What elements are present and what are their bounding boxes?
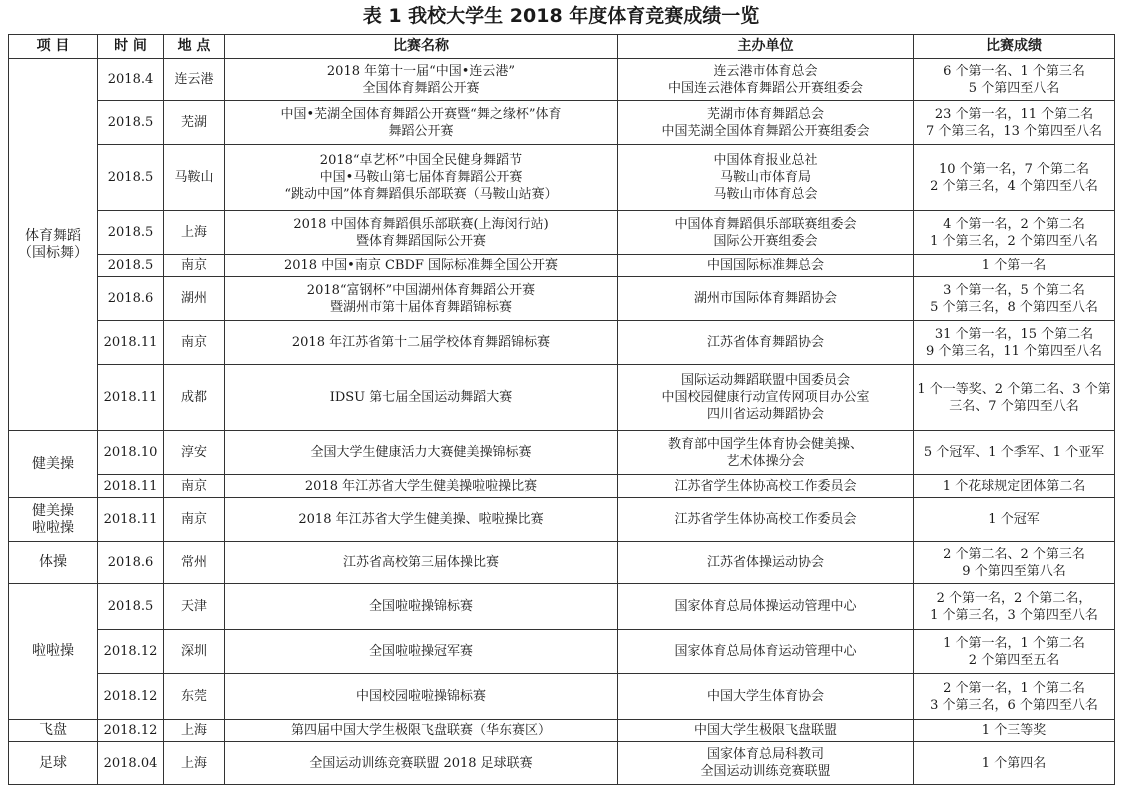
cell-line: 2018.11 <box>103 478 158 494</box>
cell-result <box>914 101 1115 145</box>
cell-line: 健美操 <box>32 502 74 519</box>
table-row <box>9 475 1115 498</box>
cell-line: 艺术体操分会 <box>726 453 805 469</box>
table-row <box>9 498 1115 542</box>
cell-line: 连云港 <box>174 72 214 87</box>
cell-competition-name <box>225 59 618 101</box>
cell-result <box>914 584 1115 630</box>
cell-line: 9 个第四至第八名 <box>962 563 1066 579</box>
cell-line: 全国啦啦操锦标赛 <box>368 599 473 614</box>
cell-line: 体育舞蹈 <box>25 227 81 244</box>
cell-line: 上海 <box>180 225 207 240</box>
cell-organizer <box>618 674 914 720</box>
cell-line: 国际运动舞蹈联盟中国委员会 <box>680 373 850 388</box>
cell-place <box>164 584 225 630</box>
cell-line: 中国体育报业总社 <box>713 153 818 168</box>
table-row <box>9 59 1115 101</box>
cell-line: 全国体育舞蹈公开赛 <box>362 80 480 96</box>
cell-organizer <box>618 277 914 321</box>
cell-result <box>914 365 1115 431</box>
cell-competition-name <box>225 475 618 498</box>
cell-line: 2018.11 <box>103 390 158 405</box>
cell-line: 2018.6 <box>107 555 154 570</box>
cell-line: 啦啦操 <box>32 519 74 536</box>
cell-line: 暨湖州市第十届体育舞蹈锦标赛 <box>329 299 512 315</box>
header-project: 项 目 <box>9 35 98 59</box>
cell-line: 中国•芜湖全国体育舞蹈公开赛暨“舞之缘杯”体育 <box>280 106 562 122</box>
table-row <box>9 101 1115 145</box>
cell-line: 2018.04 <box>103 755 158 771</box>
cell-line: 1 个第一名，1 个第二名 <box>943 635 1085 651</box>
cell-line: 江苏省高校第三届体操比赛 <box>342 555 499 570</box>
cell-line: 1 个三等奖 <box>981 723 1047 738</box>
cell-line: 南京 <box>180 335 207 350</box>
cell-place <box>164 321 225 365</box>
cell-line: 2018 年江苏省大学生健美操、啦啦操比赛 <box>298 512 544 527</box>
cell-organizer <box>618 630 914 674</box>
cell-place <box>164 277 225 321</box>
cell-date <box>98 584 164 630</box>
cell-line: 国家体育总局体育运动管理中心 <box>674 644 857 659</box>
cell-line: 4 个第一名，2 个第二名 <box>943 216 1085 232</box>
cell-date <box>98 211 164 255</box>
cell-line: 2018 中国体育舞蹈俱乐部联赛(上海闵行站) <box>293 216 549 232</box>
cell-organizer <box>618 498 914 542</box>
cell-result <box>914 277 1115 321</box>
cell-line: 2018.5 <box>107 225 154 240</box>
cell-result <box>914 255 1115 277</box>
cell-line: 足球 <box>39 754 67 771</box>
cell-place <box>164 674 225 720</box>
cell-line: 2018.12 <box>103 723 158 738</box>
header-row <box>9 35 1115 59</box>
cell-place <box>164 720 225 742</box>
cell-line: 2018.11 <box>103 512 158 527</box>
cell-place <box>164 475 225 498</box>
cell-date <box>98 101 164 145</box>
cell-line: 2018 中国•南京 CBDF 国际标准舞全国公开赛 <box>283 258 559 273</box>
results-table <box>8 34 1115 785</box>
cell-date <box>98 720 164 742</box>
cell-line: 中国体育舞蹈俱乐部联赛组委会 <box>674 216 857 232</box>
cell-line: 2018.5 <box>107 599 154 614</box>
cell-line: 马鞍山市体育局 <box>719 170 811 185</box>
cell-line: 5 个第四至八名 <box>968 80 1060 96</box>
cell-date <box>98 742 164 785</box>
cell-competition-name <box>225 742 618 785</box>
cell-line: 中国芜湖全国体育舞蹈公开赛组委会 <box>661 123 870 139</box>
cell-line: 1 个第三名，2 个第四至八名 <box>930 233 1098 249</box>
cell-place <box>164 498 225 542</box>
cell-line: 中国国际标准舞总会 <box>706 258 824 273</box>
cell-organizer <box>618 475 914 498</box>
cell-organizer <box>618 321 914 365</box>
cell-result <box>914 321 1115 365</box>
cell-line: 全国运动训练竞赛联盟 2018 足球联赛 <box>309 755 533 771</box>
cell-place <box>164 255 225 277</box>
cell-line: 中国•马鞍山第七届体育舞蹈公开赛 <box>319 170 523 185</box>
table-row <box>9 321 1115 365</box>
cell-line: 国家体育总局体操运动管理中心 <box>674 599 857 614</box>
cell-result <box>914 145 1115 211</box>
cell-line: 2 个第一名，2 个第二名， <box>936 590 1092 606</box>
cell-line: 10 个第一名，7 个第二名 <box>938 161 1090 177</box>
cell-line: 江苏省体操运动协会 <box>706 555 824 570</box>
cell-line: 3 个第一名，5 个第二名 <box>943 282 1085 298</box>
cell-place <box>164 101 225 145</box>
cell-line: 1 个花球规定团体第二名 <box>942 478 1086 494</box>
header-competition-name: 比赛名称 <box>225 35 618 59</box>
cell-line: 健美操 <box>32 455 74 472</box>
table-row <box>9 630 1115 674</box>
cell-line: 1 个冠军 <box>988 512 1040 527</box>
cell-line: 江苏省体育舞蹈协会 <box>706 335 824 350</box>
cell-line: 芜湖 <box>180 115 207 130</box>
cell-line: 全国大学生健康活力大赛健美操锦标赛 <box>310 445 532 460</box>
cell-line: 全国啦啦操冠军赛 <box>368 644 473 659</box>
table-row <box>9 211 1115 255</box>
cell-line: 飞盘 <box>39 722 67 738</box>
cell-line: 2018.12 <box>103 689 158 704</box>
table-row <box>9 255 1115 277</box>
cell-line: 国家体育总局科教司 <box>706 747 824 762</box>
cell-line: 第四届中国大学生极限飞盘联赛（华东赛区） <box>290 723 551 738</box>
cell-line: 2 个第三名，4 个第四至八名 <box>930 178 1098 194</box>
cell-line: 暨体育舞蹈国际公开赛 <box>355 233 486 249</box>
cell-competition-name <box>225 720 618 742</box>
cell-result <box>914 720 1115 742</box>
cell-competition-name <box>225 674 618 720</box>
cell-date <box>98 475 164 498</box>
cell-date <box>98 365 164 431</box>
cell-line: 2018.5 <box>107 170 154 185</box>
cell-project <box>9 584 98 720</box>
cell-line: 全国运动训练竞赛联盟 <box>700 764 831 779</box>
header-date: 时 间 <box>98 35 164 59</box>
cell-result <box>914 59 1115 101</box>
cell-competition-name <box>225 277 618 321</box>
table-row <box>9 542 1115 584</box>
cell-line: 三名、7 个第四至八名 <box>949 398 1079 414</box>
cell-line: 国际公开赛组委会 <box>713 233 818 249</box>
cell-line: 南京 <box>180 512 207 527</box>
cell-date <box>98 59 164 101</box>
table-row <box>9 145 1115 211</box>
cell-line: 6 个第一名、1 个第三名 <box>943 63 1085 79</box>
cell-line: 中国大学生极限飞盘联盟 <box>693 723 837 738</box>
cell-line: 2018 年第十一届“中国•连云港” <box>326 63 516 79</box>
cell-competition-name <box>225 255 618 277</box>
cell-result <box>914 742 1115 785</box>
cell-line: 31 个第一名，15 个第二名 <box>934 326 1094 342</box>
cell-line: 5 个冠军、1 个季军、1 个亚军 <box>923 445 1105 460</box>
cell-result <box>914 674 1115 720</box>
cell-line: 湖州市国际体育舞蹈协会 <box>693 291 837 306</box>
cell-result <box>914 630 1115 674</box>
cell-project <box>9 742 98 785</box>
cell-date <box>98 431 164 475</box>
cell-line: 2018.5 <box>107 258 154 273</box>
table-body <box>9 59 1115 785</box>
cell-result <box>914 431 1115 475</box>
cell-organizer <box>618 431 914 475</box>
cell-line: 中国连云港体育舞蹈公开赛组委会 <box>667 80 863 96</box>
cell-organizer <box>618 101 914 145</box>
cell-place <box>164 145 225 211</box>
cell-date <box>98 498 164 542</box>
cell-project <box>9 498 98 542</box>
cell-date <box>98 255 164 277</box>
cell-line: 体操 <box>39 554 67 570</box>
cell-line: 芜湖市体育舞蹈总会 <box>706 106 824 122</box>
cell-line: 四川省运动舞蹈协会 <box>706 407 824 422</box>
cell-line: 2018“卓艺杯”中国全民健身舞蹈节 <box>319 153 523 168</box>
table-row <box>9 584 1115 630</box>
cell-line: 深圳 <box>180 644 207 659</box>
cell-organizer <box>618 255 914 277</box>
cell-line: 常州 <box>180 555 207 570</box>
cell-line: 连云港市体育总会 <box>713 63 818 79</box>
cell-line: 2018.11 <box>103 335 158 350</box>
cell-line: 东莞 <box>180 689 207 704</box>
cell-organizer <box>618 365 914 431</box>
cell-competition-name <box>225 431 618 475</box>
cell-line: 3 个第三名，6 个第四至八名 <box>930 697 1098 713</box>
cell-line: 2018 年江苏省第十二届学校体育舞蹈锦标赛 <box>291 335 551 350</box>
cell-place <box>164 542 225 584</box>
cell-line: 1 个第四名 <box>981 755 1047 771</box>
cell-result <box>914 475 1115 498</box>
cell-place <box>164 59 225 101</box>
cell-line: 上海 <box>180 723 207 738</box>
cell-organizer <box>618 742 914 785</box>
cell-competition-name <box>225 584 618 630</box>
cell-line: 南京 <box>180 478 207 494</box>
table-row <box>9 431 1115 475</box>
cell-organizer <box>618 59 914 101</box>
cell-place <box>164 365 225 431</box>
cell-line: 湖州 <box>180 291 207 306</box>
header-organizer: 主办单位 <box>618 35 914 59</box>
cell-line: 上海 <box>180 755 207 771</box>
cell-competition-name <box>225 498 618 542</box>
cell-line: 教育部中国学生体育协会健美操、 <box>667 436 863 452</box>
header-result: 比赛成绩 <box>914 35 1115 59</box>
cell-line: 啦啦操 <box>32 643 74 659</box>
cell-line: 9 个第三名，11 个第四至八名 <box>925 343 1103 359</box>
cell-organizer <box>618 584 914 630</box>
cell-line: 2018.12 <box>103 644 158 659</box>
cell-line: 2 个第一名，1 个第二名 <box>943 680 1085 696</box>
cell-place <box>164 630 225 674</box>
cell-date <box>98 321 164 365</box>
cell-competition-name <box>225 321 618 365</box>
cell-line: 2 个第四至五名 <box>968 652 1060 668</box>
cell-date <box>98 145 164 211</box>
cell-competition-name <box>225 630 618 674</box>
cell-line: 江苏省学生体协高校工作委员会 <box>674 512 857 527</box>
cell-line: 1 个第三名，3 个第四至八名 <box>930 607 1098 623</box>
cell-line: （国标舞） <box>18 244 88 261</box>
cell-line: 7 个第三名，13 个第四至八名 <box>925 123 1103 139</box>
cell-line: 中国校园啦啦操锦标赛 <box>355 689 486 704</box>
cell-line: 1 个第一名 <box>981 258 1047 273</box>
cell-line: 江苏省学生体协高校工作委员会 <box>674 478 857 494</box>
cell-line: 23 个第一名，11 个第二名 <box>934 106 1094 122</box>
cell-line: 2018“富钢杯”中国湖州体育舞蹈公开赛 <box>306 282 536 298</box>
cell-line: 1 个一等奖、2 个第二名、3 个第 <box>917 381 1111 397</box>
cell-date <box>98 630 164 674</box>
cell-result <box>914 498 1115 542</box>
cell-line: 2018.6 <box>107 291 154 306</box>
cell-organizer <box>618 720 914 742</box>
cell-line: “跳动中国”体育舞蹈俱乐部联赛（马鞍山站赛） <box>284 187 558 202</box>
table-row <box>9 365 1115 431</box>
cell-competition-name <box>225 365 618 431</box>
cell-line: 中国校园健康行动宣传网项目办公室 <box>661 390 870 405</box>
cell-line: 2 个第二名、2 个第三名 <box>943 546 1085 562</box>
cell-line: 南京 <box>180 258 207 273</box>
cell-organizer <box>618 542 914 584</box>
cell-line: 马鞍山市体育总会 <box>713 187 818 202</box>
cell-competition-name <box>225 145 618 211</box>
cell-result <box>914 211 1115 255</box>
cell-line: 成都 <box>180 390 207 405</box>
table-row <box>9 742 1115 785</box>
table-row <box>9 277 1115 321</box>
cell-line: 天津 <box>180 599 207 614</box>
cell-line: 2018.4 <box>107 72 154 87</box>
cell-project <box>9 542 98 584</box>
cell-date <box>98 674 164 720</box>
table-row <box>9 674 1115 720</box>
table-title: 表 1 我校大学生 2018 年度体育竞赛成绩一览 <box>362 5 760 27</box>
cell-date <box>98 542 164 584</box>
cell-line: 中国大学生体育协会 <box>706 689 824 704</box>
cell-competition-name <box>225 542 618 584</box>
cell-line: 5 个第三名，8 个第四至八名 <box>930 299 1098 315</box>
cell-place <box>164 742 225 785</box>
cell-project <box>9 720 98 742</box>
table-row <box>9 720 1115 742</box>
cell-organizer <box>618 145 914 211</box>
cell-result <box>914 542 1115 584</box>
cell-project <box>9 431 98 498</box>
cell-organizer <box>618 211 914 255</box>
cell-place <box>164 431 225 475</box>
cell-project <box>9 59 98 431</box>
cell-competition-name <box>225 101 618 145</box>
cell-line: 马鞍山 <box>174 170 214 185</box>
cell-line: 2018.5 <box>107 115 154 130</box>
cell-place <box>164 211 225 255</box>
cell-competition-name <box>225 211 618 255</box>
cell-line: 舞蹈公开赛 <box>388 123 454 139</box>
cell-line: 2018 年江苏省大学生健美操啦啦操比赛 <box>304 478 538 494</box>
header-place: 地 点 <box>164 35 225 59</box>
cell-date <box>98 277 164 321</box>
cell-line: IDSU 第七届全国运动舞蹈大赛 <box>329 390 513 405</box>
cell-line: 淳安 <box>180 445 207 460</box>
cell-line: 2018.10 <box>103 445 158 460</box>
